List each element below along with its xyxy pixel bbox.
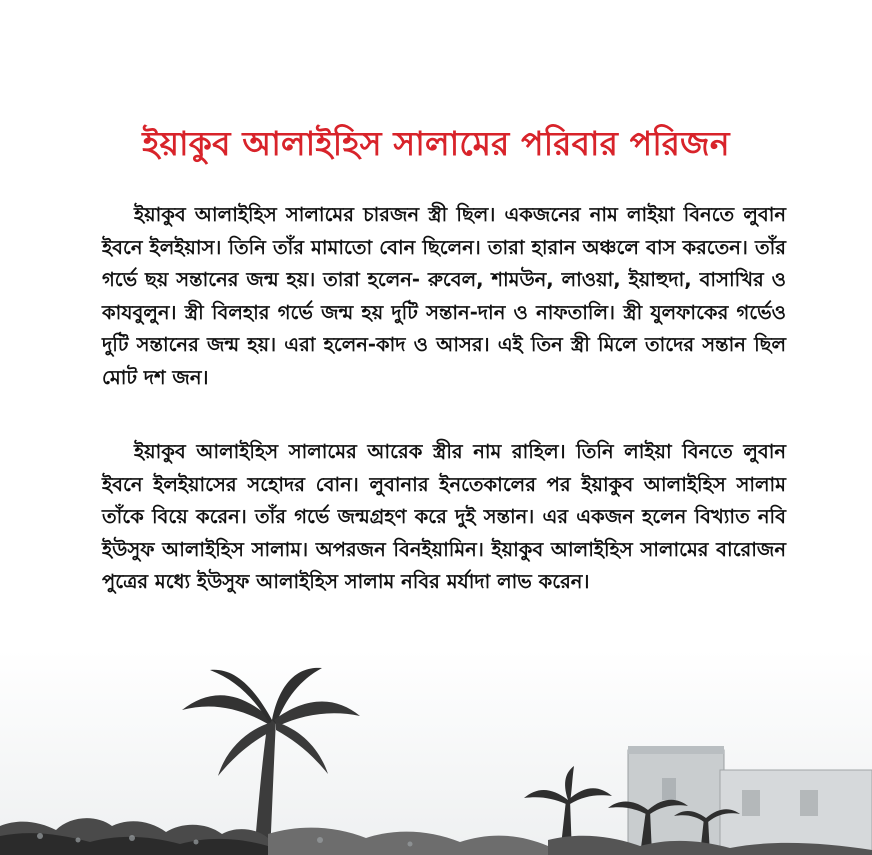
landscape-illustration	[0, 650, 872, 855]
paragraph-1: ইয়াকুব আলাইহিস সালামের চারজন স্ত্রী ছিল। একজনের নাম লাইয়া বিনতে লুবান ইবনে ইলইয়াস। তিনি তাঁর মামাতো বোন ছিলেন। তারা হারান অঞ্চলে বাস করতেন। তাঁর গর্ভে ছয় সন্তানের জন্ম হয়। তারা হলেন- রুবেল, শামউন, লাওয়া, ইয়াহুদা, বাসাখির ও কাযবুলুন। স্ত্রী বিলহার গর্ভে জন্ম হয় দুটি সন্তান-দান ও নাফতালি। স্ত্রী যুলফাকের গর্ভেও দুটি সন্তানের জন্ম হয়। এরা হলেন-কাদ ও আসর। এই তিন স্ত্রী মিলে তাদের সন্তান ছিল মোট দশ জন।	[102, 203, 786, 389]
page-title: ইয়াকুব আলাইহিস সালামের পরিবার পরিজন	[142, 124, 730, 163]
paragraph-2: ইয়াকুব আলাইহিস সালামের আরেক স্ত্রীর নাম রাহিল। তিনি লাইয়া বিনতে লুবান ইবনে ইলইয়াসের সহোদর বোন। লুবানার ইনতেকালের পর ইয়াকুব আলাইহিস সালাম তাঁকে বিয়ে করেন। তাঁর গর্ভে জন্মগ্রহণ করে দুই সন্তান। এর একজন হলেন বিখ্যাত নবি ইউসুফ আলাইহিস সালাম। অপরজন বিনইয়ামিন। ইয়াকুব আলাইহিস সালামের বারোজন পুত্রের মধ্যে ইউসুফ আলাইহিস সালাম নবির মর্যাদা লাভ করেন।	[102, 440, 786, 593]
